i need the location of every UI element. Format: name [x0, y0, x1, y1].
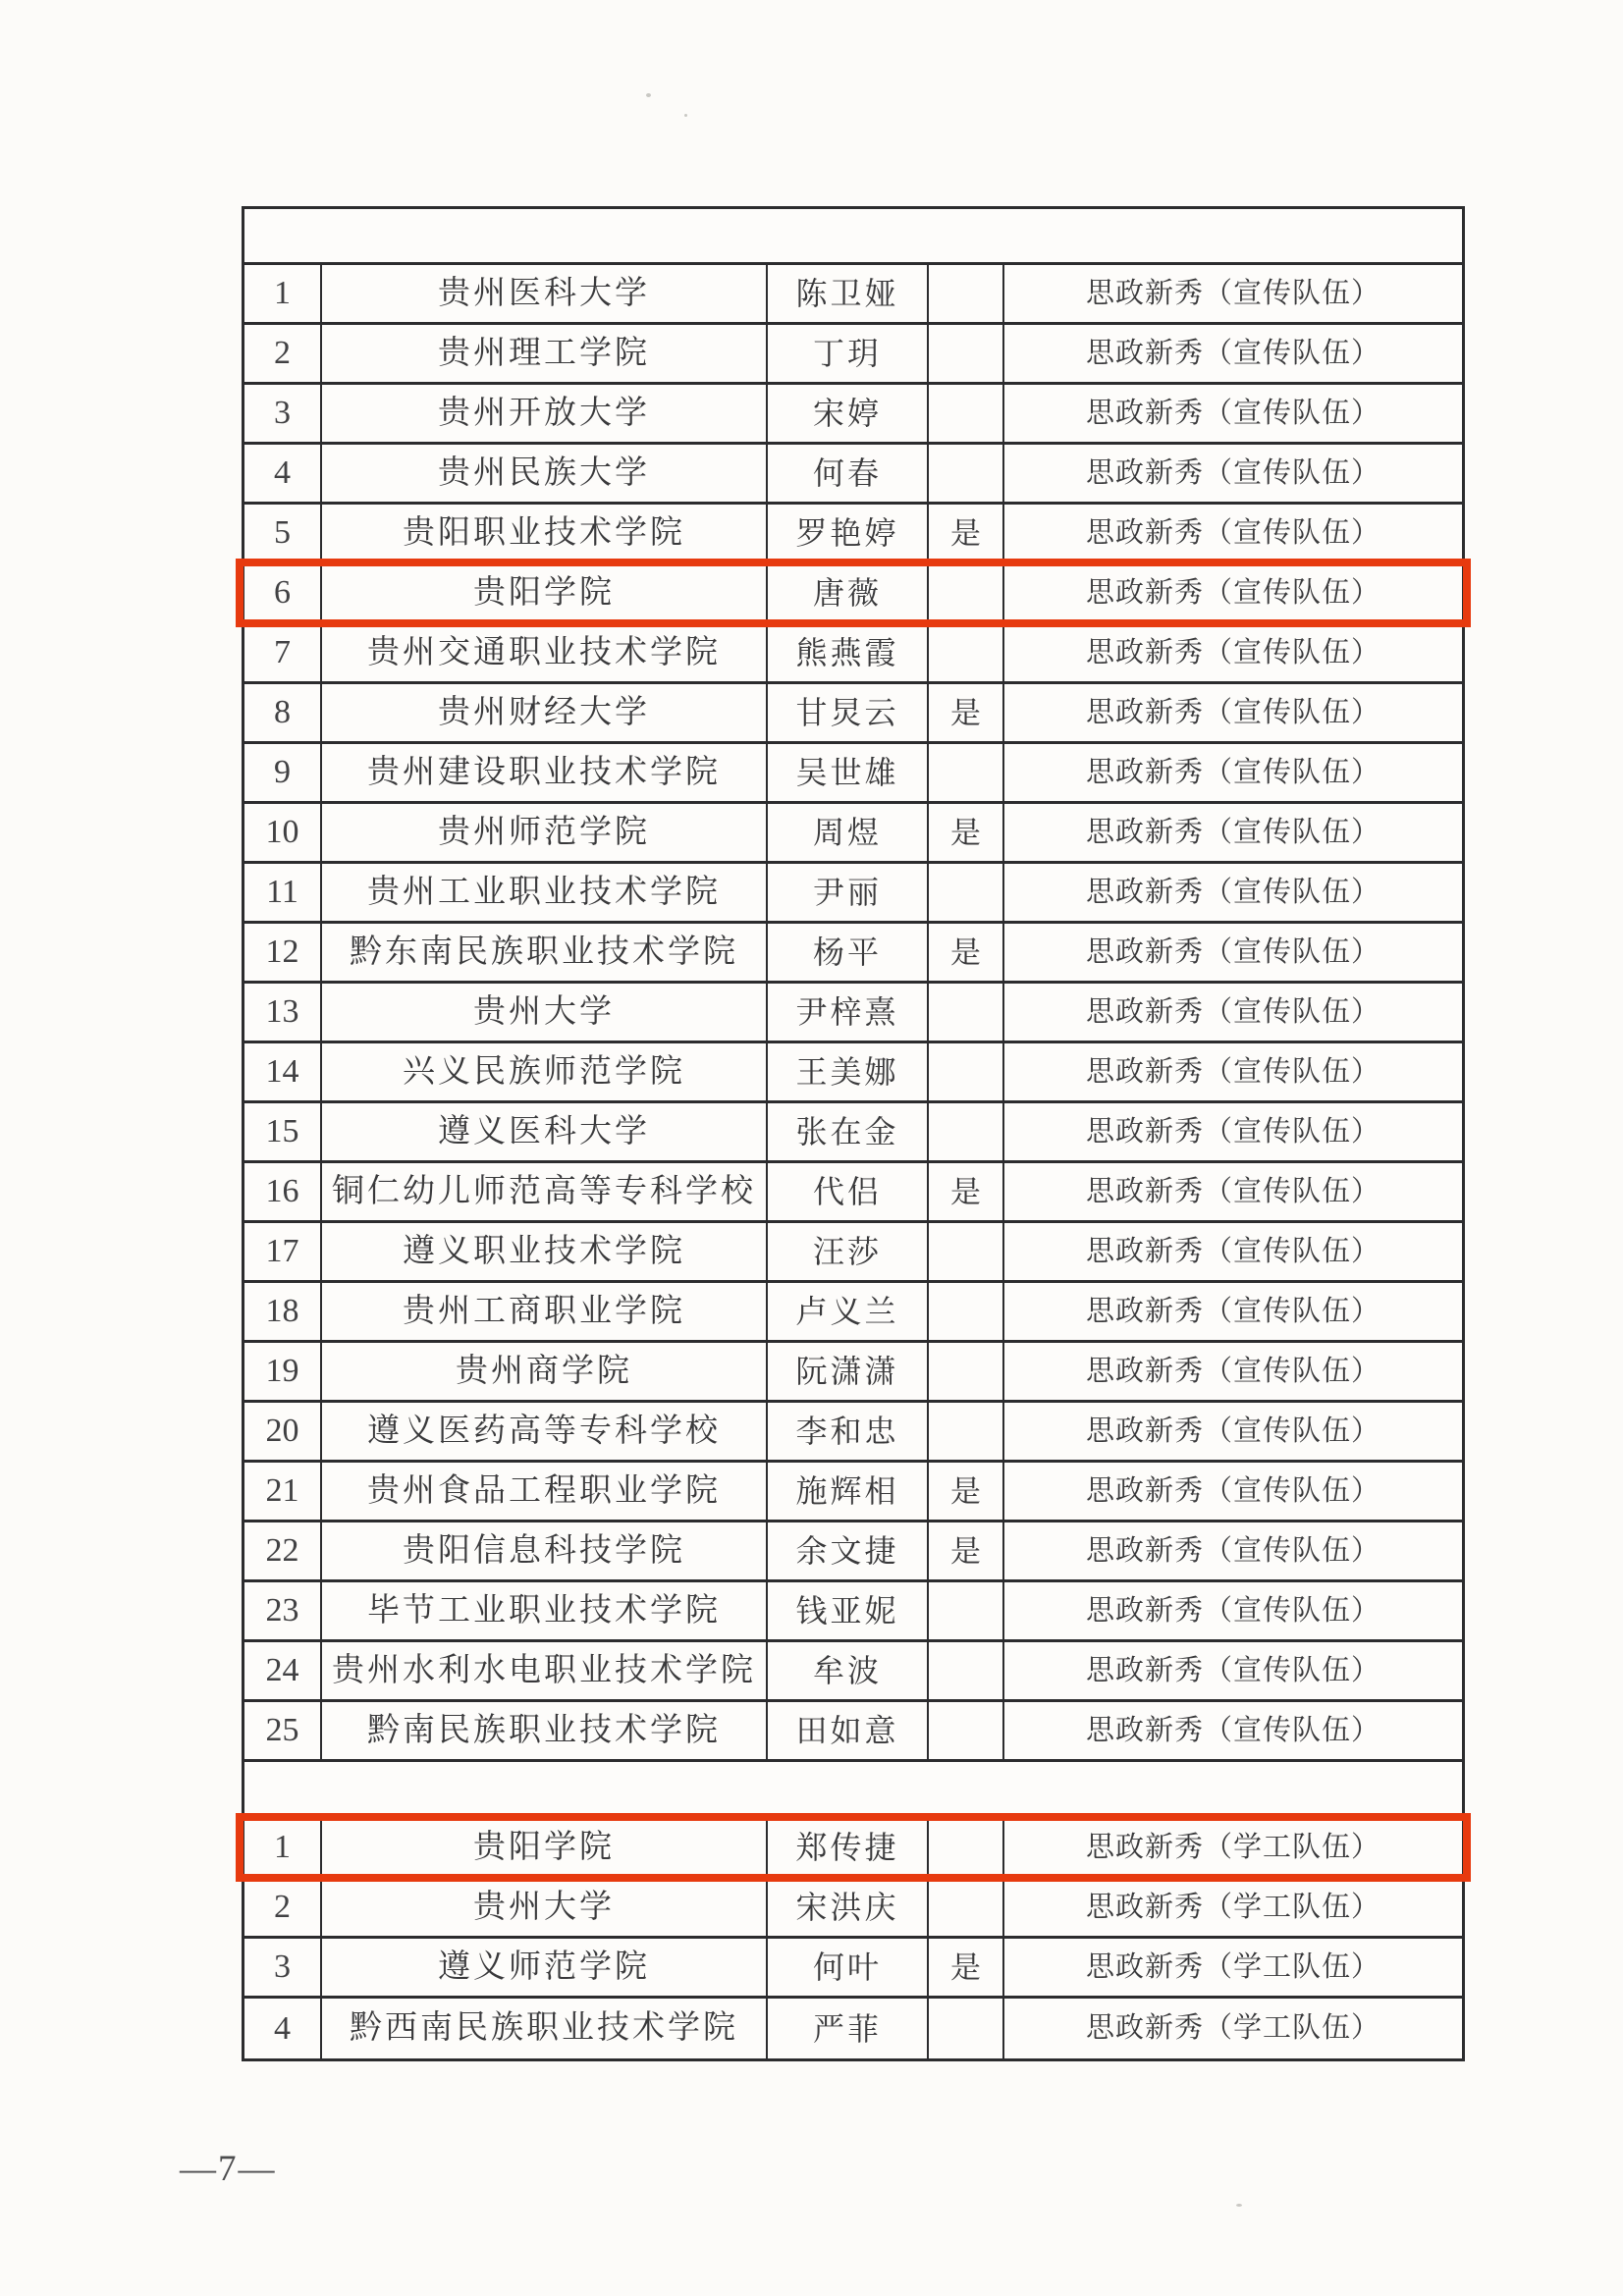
- yes-mark-cell: [929, 1819, 1004, 1876]
- person-name-cell: 宋婷: [768, 385, 929, 442]
- school-name-cell: 贵州工业职业技术学院: [322, 864, 768, 921]
- school-name-cell: 贵州商学院: [322, 1343, 768, 1400]
- table-row: [244, 385, 1462, 445]
- row-number-cell: 21: [244, 1463, 322, 1520]
- school-name-cell: 贵州交通职业技术学院: [322, 624, 768, 681]
- person-name-cell: 田如意: [768, 1702, 929, 1759]
- award-title-cell: 思政新秀（宣传队伍）: [1085, 1534, 1380, 1567]
- row-number-cell: 17: [244, 1223, 322, 1280]
- award-title-cell: 思政新秀（宣传队伍）: [1085, 756, 1380, 788]
- section-spacer-row-cell: [244, 1762, 1462, 1816]
- school-name-cell: 贵州开放大学: [322, 385, 768, 442]
- yes-mark-cell: 是: [929, 1463, 1004, 1520]
- award-title-cell: 思政新秀（宣传队伍）: [1085, 995, 1380, 1028]
- yes-mark-cell: [929, 1043, 1004, 1100]
- school-name-cell: 贵州理工学院: [322, 325, 768, 382]
- yes-mark-cell: [929, 1283, 1004, 1340]
- yes-mark-cell: [929, 1702, 1004, 1759]
- yes-mark-cell: [929, 265, 1004, 322]
- school-name-cell: 黔东南民族职业技术学院: [322, 924, 768, 981]
- school-name-cell: 贵州食品工程职业学院: [322, 1463, 768, 1520]
- school-name-cell: 遵义医科大学: [322, 1103, 768, 1160]
- award-title-cell: 思政新秀（宣传队伍）: [1085, 1115, 1380, 1148]
- table-row: [244, 1463, 1462, 1522]
- table-row: [244, 1163, 1462, 1223]
- person-name-cell: 卢义兰: [768, 1283, 929, 1340]
- school-name-cell: 贵州师范学院: [322, 804, 768, 861]
- table-row: [244, 1879, 1462, 1939]
- table-row: [244, 1582, 1462, 1642]
- row-number-cell: 1: [244, 1819, 322, 1876]
- person-name-cell: 严菲: [768, 1999, 929, 2058]
- row-number-cell: 23: [244, 1582, 322, 1639]
- school-name-cell: 贵阳学院: [322, 1819, 768, 1876]
- page-number: —7—: [180, 2149, 277, 2189]
- school-name-cell: 黔西南民族职业技术学院: [322, 1999, 768, 2058]
- row-number-cell: 16: [244, 1163, 322, 1220]
- person-name-cell: 代侣: [768, 1163, 929, 1220]
- table-header-row-cell: [244, 209, 1462, 262]
- table-row: [244, 744, 1462, 804]
- school-name-cell: 贵阳学院: [322, 564, 768, 621]
- school-name-cell: 贵阳信息科技学院: [322, 1522, 768, 1579]
- school-name-cell: 贵州建设职业技术学院: [322, 744, 768, 801]
- table-row: [244, 1223, 1462, 1283]
- award-title-cell: 思政新秀（宣传队伍）: [1085, 816, 1380, 848]
- scan-speck: [1236, 2204, 1242, 2207]
- award-title-cell: 思政新秀（学工队伍）: [1085, 1831, 1380, 1863]
- school-name-cell: 黔南民族职业技术学院: [322, 1702, 768, 1759]
- award-title-cell: 思政新秀（宣传队伍）: [1085, 1415, 1380, 1447]
- yes-mark-cell: [929, 445, 1004, 502]
- award-title-cell: 思政新秀（宣传队伍）: [1085, 1055, 1380, 1088]
- person-name-cell: 李和忠: [768, 1403, 929, 1460]
- person-name-cell: 罗艳婷: [768, 505, 929, 561]
- person-name-cell: 张在金: [768, 1103, 929, 1160]
- person-name-cell: 周煜: [768, 804, 929, 861]
- school-name-cell: 遵义师范学院: [322, 1939, 768, 1996]
- yes-mark-cell: [929, 1223, 1004, 1280]
- school-name-cell: 铜仁幼儿师范高等专科学校: [322, 1163, 768, 1220]
- yes-mark-cell: 是: [929, 924, 1004, 981]
- yes-mark-cell: [929, 1582, 1004, 1639]
- row-number-cell: 25: [244, 1702, 322, 1759]
- yes-mark-cell: [929, 385, 1004, 442]
- yes-mark-cell: [929, 1879, 1004, 1936]
- table-row: [244, 1343, 1462, 1403]
- yes-mark-cell: [929, 1103, 1004, 1160]
- table-row: [244, 265, 1462, 325]
- school-name-cell: 贵州大学: [322, 1879, 768, 1936]
- school-name-cell: 遵义医药高等专科学校: [322, 1403, 768, 1460]
- person-name-cell: 唐薇: [768, 564, 929, 621]
- row-number-cell: 1: [244, 265, 322, 322]
- table-row: [244, 984, 1462, 1043]
- award-title-cell: 思政新秀（宣传队伍）: [1085, 516, 1380, 549]
- table-row: [244, 505, 1462, 564]
- person-name-cell: 王美娜: [768, 1043, 929, 1100]
- award-title-cell: 思政新秀（宣传队伍）: [1085, 277, 1380, 309]
- table-row: [244, 684, 1462, 744]
- award-title-cell: 思政新秀（宣传队伍）: [1085, 456, 1380, 489]
- award-title-cell: 思政新秀（宣传队伍）: [1085, 1594, 1380, 1627]
- award-title-cell: 思政新秀（宣传队伍）: [1085, 636, 1380, 668]
- table-row-highlighted: [244, 564, 1462, 624]
- award-roster-table: [242, 206, 1465, 2061]
- person-name-cell: 尹丽: [768, 864, 929, 921]
- award-title-cell: 思政新秀（宣传队伍）: [1085, 337, 1380, 369]
- yes-mark-cell: 是: [929, 1522, 1004, 1579]
- table-row: [244, 1043, 1462, 1103]
- row-number-cell: 13: [244, 984, 322, 1041]
- school-name-cell: 毕节工业职业技术学院: [322, 1582, 768, 1639]
- table-row: [244, 1403, 1462, 1463]
- award-title-cell: 思政新秀（学工队伍）: [1085, 1950, 1380, 1983]
- row-number-cell: 2: [244, 1879, 322, 1936]
- row-number-cell: 15: [244, 1103, 322, 1160]
- row-number-cell: 8: [244, 684, 322, 741]
- school-name-cell: 遵义职业技术学院: [322, 1223, 768, 1280]
- person-name-cell: 郑传捷: [768, 1819, 929, 1876]
- person-name-cell: 熊燕霞: [768, 624, 929, 681]
- row-number-cell: 9: [244, 744, 322, 801]
- person-name-cell: 丁玥: [768, 325, 929, 382]
- person-name-cell: 汪莎: [768, 1223, 929, 1280]
- row-number-cell: 10: [244, 804, 322, 861]
- person-name-cell: 何春: [768, 445, 929, 502]
- row-number-cell: 4: [244, 445, 322, 502]
- yes-mark-cell: 是: [929, 684, 1004, 741]
- award-title-cell: 思政新秀（宣传队伍）: [1085, 397, 1380, 429]
- section-spacer-row: [244, 1762, 1462, 1819]
- table-row: [244, 1283, 1462, 1343]
- scan-speck: [684, 114, 687, 117]
- school-name-cell: 贵州民族大学: [322, 445, 768, 502]
- row-number-cell: 24: [244, 1642, 322, 1699]
- yes-mark-cell: [929, 1999, 1004, 2058]
- row-number-cell: 19: [244, 1343, 322, 1400]
- row-number-cell: 11: [244, 864, 322, 921]
- person-name-cell: 尹梓熹: [768, 984, 929, 1041]
- school-name-cell: 贵州工商职业学院: [322, 1283, 768, 1340]
- row-number-cell: 12: [244, 924, 322, 981]
- person-name-cell: 杨平: [768, 924, 929, 981]
- yes-mark-cell: [929, 1642, 1004, 1699]
- row-number-cell: 5: [244, 505, 322, 561]
- table-row: [244, 1522, 1462, 1582]
- yes-mark-cell: [929, 624, 1004, 681]
- yes-mark-cell: 是: [929, 1163, 1004, 1220]
- person-name-cell: 牟波: [768, 1642, 929, 1699]
- award-title-cell: 思政新秀（宣传队伍）: [1085, 576, 1380, 609]
- table-row: [244, 325, 1462, 385]
- row-number-cell: 7: [244, 624, 322, 681]
- yes-mark-cell: 是: [929, 1939, 1004, 1996]
- row-number-cell: 18: [244, 1283, 322, 1340]
- row-number-cell: 20: [244, 1403, 322, 1460]
- person-name-cell: 陈卫娅: [768, 265, 929, 322]
- table-row: [244, 1642, 1462, 1702]
- yes-mark-cell: [929, 1403, 1004, 1460]
- row-number-cell: 6: [244, 564, 322, 621]
- yes-mark-cell: [929, 984, 1004, 1041]
- person-name-cell: 钱亚妮: [768, 1582, 929, 1639]
- school-name-cell: 贵州大学: [322, 984, 768, 1041]
- award-title-cell: 思政新秀（宣传队伍）: [1085, 1295, 1380, 1327]
- table-row: [244, 1702, 1462, 1762]
- yes-mark-cell: [929, 1343, 1004, 1400]
- award-title-cell: 思政新秀（宣传队伍）: [1085, 1175, 1380, 1207]
- table-row-highlighted: [244, 1819, 1462, 1879]
- award-title-cell: 思政新秀（学工队伍）: [1085, 2012, 1380, 2044]
- yes-mark-cell: [929, 564, 1004, 621]
- person-name-cell: 甘炅云: [768, 684, 929, 741]
- award-title-cell: 思政新秀（宣传队伍）: [1085, 1714, 1380, 1746]
- row-number-cell: 3: [244, 1939, 322, 1996]
- table-row: [244, 924, 1462, 984]
- table-row: [244, 445, 1462, 505]
- row-number-cell: 4: [244, 1999, 322, 2058]
- table-header-row: [244, 209, 1462, 265]
- table-row: [244, 1103, 1462, 1163]
- school-name-cell: 贵阳职业技术学院: [322, 505, 768, 561]
- table-row: [244, 864, 1462, 924]
- award-title-cell: 思政新秀（宣传队伍）: [1085, 1654, 1380, 1686]
- award-title-cell: 思政新秀（宣传队伍）: [1085, 696, 1380, 728]
- row-number-cell: 2: [244, 325, 322, 382]
- person-name-cell: 何叶: [768, 1939, 929, 1996]
- award-title-cell: 思政新秀（宣传队伍）: [1085, 1474, 1380, 1507]
- school-name-cell: 贵州水利水电职业技术学院: [322, 1642, 768, 1699]
- person-name-cell: 余文捷: [768, 1522, 929, 1579]
- yes-mark-cell: 是: [929, 505, 1004, 561]
- row-number-cell: 3: [244, 385, 322, 442]
- table-row: [244, 624, 1462, 684]
- yes-mark-cell: [929, 325, 1004, 382]
- row-number-cell: 14: [244, 1043, 322, 1100]
- award-title-cell: 思政新秀（宣传队伍）: [1085, 1235, 1380, 1267]
- school-name-cell: 贵州财经大学: [322, 684, 768, 741]
- person-name-cell: 宋洪庆: [768, 1879, 929, 1936]
- scan-speck: [646, 93, 651, 97]
- school-name-cell: 贵州医科大学: [322, 265, 768, 322]
- award-title-cell: 思政新秀（宣传队伍）: [1085, 1355, 1380, 1387]
- yes-mark-cell: 是: [929, 804, 1004, 861]
- school-name-cell: 兴义民族师范学院: [322, 1043, 768, 1100]
- table-row: [244, 804, 1462, 864]
- table-row: [244, 1939, 1462, 1999]
- table-row: [244, 1999, 1462, 2058]
- award-title-cell: 思政新秀（宣传队伍）: [1085, 935, 1380, 968]
- yes-mark-cell: [929, 864, 1004, 921]
- person-name-cell: 阮潇潇: [768, 1343, 929, 1400]
- award-title-cell: 思政新秀（学工队伍）: [1085, 1891, 1380, 1923]
- award-title-cell: 思政新秀（宣传队伍）: [1085, 876, 1380, 908]
- person-name-cell: 施辉相: [768, 1463, 929, 1520]
- row-number-cell: 22: [244, 1522, 322, 1579]
- person-name-cell: 吴世雄: [768, 744, 929, 801]
- yes-mark-cell: [929, 744, 1004, 801]
